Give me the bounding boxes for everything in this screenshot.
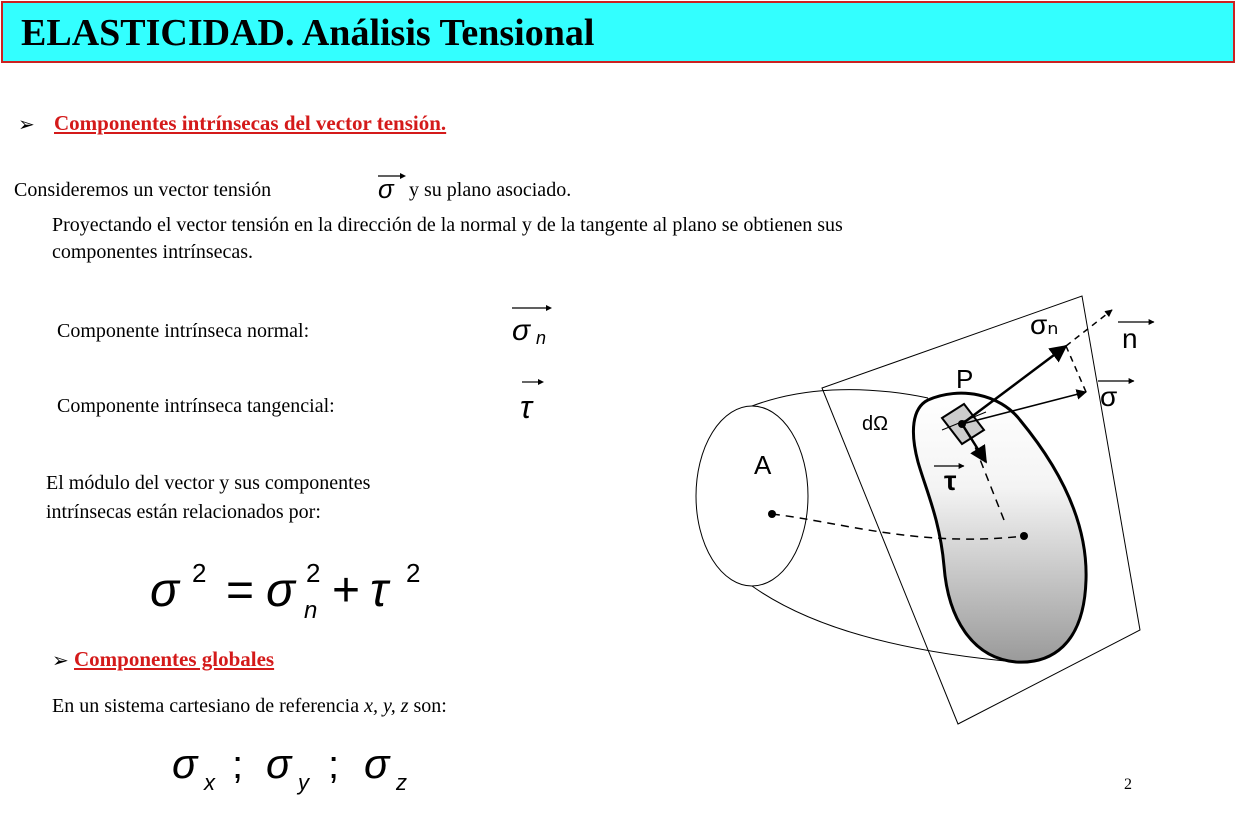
intro-line-3: componentes intrínsecas. bbox=[52, 241, 254, 263]
semicolon: ; bbox=[328, 743, 340, 787]
tau-symbol: τ bbox=[370, 564, 388, 617]
normal-direction-dashed bbox=[1066, 310, 1112, 346]
label-sigma-n: σₙ bbox=[1030, 309, 1059, 340]
cartesian-text bbox=[52, 693, 447, 720]
label-n: n bbox=[1122, 323, 1138, 354]
tau-symbol: τ bbox=[520, 389, 532, 425]
label-P: P bbox=[956, 364, 974, 394]
title-bar bbox=[1, 1, 1235, 63]
section-heading-global: Componentes globales bbox=[74, 647, 275, 671]
intro-line-2: Proyectando el vector tensión en la dirección de la normal y de la tangente al plano se obtienen sus bbox=[52, 214, 843, 236]
normal-component-label: Componente intrínseca normal: bbox=[57, 320, 310, 342]
sigma-symbol: σ bbox=[150, 564, 179, 617]
superscript-2: 2 bbox=[406, 558, 421, 588]
intro-text-after: y su plano asociado. bbox=[409, 179, 572, 201]
bullet-icon: ➢ bbox=[52, 650, 69, 672]
section-heading-intrinsic: Componentes intrínsecas del vector tensión. bbox=[54, 111, 447, 135]
bullet-icon: ➢ bbox=[18, 114, 35, 136]
subscript-y: y bbox=[298, 770, 309, 795]
sigma-symbol: σ bbox=[364, 740, 390, 787]
sigma-symbol: σ bbox=[512, 314, 531, 347]
sigma-n-vector-symbol bbox=[506, 296, 566, 352]
sigma-symbol: σ bbox=[172, 740, 198, 787]
superscript-2: 2 bbox=[306, 558, 321, 588]
sigma-symbol: σ bbox=[266, 740, 292, 787]
label-sigma: σ bbox=[1100, 381, 1118, 412]
cartesian-axes: x, y, z bbox=[364, 695, 409, 717]
subscript-z: z bbox=[396, 770, 407, 795]
tau-vector-symbol bbox=[514, 372, 554, 428]
tangential-component-label: Componente intrínseca tangencial: bbox=[57, 395, 335, 417]
plus-sign: + bbox=[332, 564, 361, 617]
sigma-vector-symbol bbox=[372, 168, 408, 202]
cross-section bbox=[913, 393, 1086, 662]
magnitude-equation bbox=[140, 548, 440, 628]
section-A-outline bbox=[696, 406, 808, 586]
centroid-dot bbox=[1020, 532, 1028, 540]
superscript-2: 2 bbox=[192, 558, 207, 588]
cartesian-text-before: En un sistema cartesiano de referencia bbox=[52, 695, 360, 717]
sigma-symbol: σ bbox=[266, 564, 295, 617]
subscript-x: x bbox=[204, 770, 215, 795]
stress-diagram bbox=[680, 285, 1170, 735]
global-components-expression bbox=[168, 738, 428, 798]
projection-dashed bbox=[1066, 346, 1086, 392]
page-number: 2 bbox=[1124, 776, 1132, 793]
relation-line-1: El módulo del vector y sus componentes bbox=[46, 472, 371, 494]
body-outline-top bbox=[752, 390, 928, 406]
equals-sign: = bbox=[226, 564, 255, 617]
cartesian-text-after: son: bbox=[413, 695, 447, 717]
page-title: ELASTICIDAD. Análisis Tensional bbox=[21, 12, 595, 54]
subscript-n: n bbox=[536, 328, 547, 348]
label-tau: τ bbox=[944, 465, 957, 496]
subscript-n: n bbox=[304, 597, 318, 624]
sigma-symbol: σ bbox=[378, 174, 394, 202]
label-dOmega: dΩ bbox=[862, 413, 889, 435]
label-A: A bbox=[754, 450, 772, 480]
intro-text-before: Consideremos un vector tensión bbox=[14, 179, 272, 201]
relation-line-2: intrínsecas están relacionados por: bbox=[46, 501, 321, 523]
semicolon: ; bbox=[232, 743, 244, 787]
